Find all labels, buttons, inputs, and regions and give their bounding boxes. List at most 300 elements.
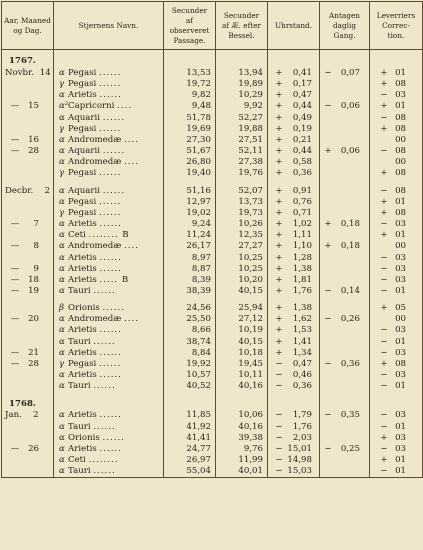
- clock-sign: −: [275, 358, 283, 369]
- correction-value: 01: [395, 421, 406, 432]
- observed-seconds: 24,77: [164, 444, 216, 455]
- greek-letter: α²: [59, 101, 69, 112]
- clock-value: 0,49: [292, 112, 312, 123]
- star-cell: [54, 286, 164, 297]
- correction-sign: +: [380, 68, 388, 78]
- clock-correction-cell: [268, 253, 320, 264]
- correction-value: 01: [395, 466, 406, 477]
- daily-rate-cell: [320, 303, 370, 314]
- table-row: [2, 444, 423, 455]
- clock-value: 1,28: [292, 252, 312, 263]
- date-cell: [2, 135, 54, 146]
- observed-seconds: 13,53: [164, 68, 216, 79]
- star-cell: [54, 264, 164, 275]
- clock-value: 15,03: [287, 466, 312, 477]
- day-label: 19: [28, 285, 39, 296]
- rate-sign: +: [324, 146, 332, 157]
- greek-letter: γ: [59, 207, 65, 218]
- rate-sign: −: [324, 410, 332, 421]
- star-cell: [54, 275, 164, 286]
- clock-correction-cell: [268, 135, 320, 146]
- date-cell: [2, 325, 54, 336]
- clock-sign: −: [275, 443, 283, 454]
- star-name: Orionis: [68, 303, 100, 314]
- date-cell: [2, 410, 54, 421]
- bessel-seconds: 10,20: [216, 275, 268, 286]
- table-row: [2, 314, 423, 325]
- leverrier-correction-cell: [370, 230, 423, 241]
- empty-cell: [216, 56, 268, 68]
- correction-sign: +: [380, 207, 388, 218]
- rate-value: 0,36: [340, 358, 360, 369]
- clock-value: 0,41: [292, 68, 312, 78]
- correction-value: 01: [395, 381, 406, 392]
- correction-sign: −: [380, 466, 388, 477]
- daily-rate-cell: [320, 79, 370, 90]
- star-cell: [54, 113, 164, 124]
- rate-value: 0,25: [340, 443, 360, 454]
- observed-seconds: 51,67: [164, 146, 216, 157]
- clock-value: 0,36: [292, 168, 312, 179]
- clock-sign: +: [275, 336, 283, 347]
- leverrier-correction-cell: [370, 466, 423, 478]
- correction-value: 00: [395, 157, 406, 168]
- clock-correction-cell: [268, 230, 320, 241]
- observed-seconds: 27,30: [164, 135, 216, 146]
- star-name: Arietis: [68, 325, 97, 336]
- correction-sign: −: [380, 325, 388, 336]
- leverrier-correction-cell: [370, 325, 423, 336]
- leverrier-correction-cell: [370, 68, 423, 79]
- daily-rate-cell: [320, 275, 370, 286]
- star-cell: [54, 466, 164, 478]
- leverrier-correction-cell: [370, 241, 423, 252]
- leader-dots: ......: [99, 252, 122, 263]
- daily-rate-cell: [320, 381, 370, 392]
- clock-value: 0,47: [292, 90, 312, 101]
- date-cell: [2, 433, 54, 444]
- clock-value: 1,62: [292, 314, 312, 325]
- star-cell: [54, 337, 164, 348]
- observed-seconds: 19,72: [164, 79, 216, 90]
- clock-value: 1,02: [292, 219, 312, 230]
- clock-correction-cell: [268, 286, 320, 297]
- star-cell: [54, 146, 164, 157]
- leverrier-correction-cell: [370, 157, 423, 168]
- star-cell: [54, 381, 164, 392]
- empty-cell: [370, 56, 423, 68]
- correction-sign: +: [380, 358, 388, 369]
- clock-correction-cell: [268, 168, 320, 179]
- clock-value: 1,53: [292, 325, 312, 336]
- table-header: [2, 2, 423, 50]
- clock-value: 14,98: [287, 455, 312, 465]
- clock-correction-cell: [268, 79, 320, 90]
- header-star-name: Stjernens Navn.: [54, 2, 164, 50]
- rate-sign: −: [324, 358, 332, 369]
- rate-value: 0,18: [340, 219, 360, 230]
- header-daily-rate: Antagen daglig Gang.: [320, 2, 370, 50]
- year-cell: [2, 398, 54, 410]
- star-name: Tauri: [68, 381, 91, 392]
- leader-dots: ......: [99, 443, 122, 454]
- star-name: Pegasi: [68, 196, 97, 207]
- clock-sign: −: [275, 466, 283, 477]
- star-name: Tauri: [68, 466, 91, 477]
- correction-sign: −: [380, 185, 388, 196]
- daily-rate-cell: [320, 68, 370, 79]
- daily-rate-cell: [320, 314, 370, 325]
- star-name: Aquarii: [68, 146, 100, 157]
- correction-value: 08: [395, 358, 406, 369]
- day-label: 18: [28, 274, 39, 285]
- clock-sign: +: [275, 285, 283, 296]
- greek-letter: α: [59, 455, 65, 465]
- empty-cell: [268, 56, 320, 68]
- date-cell: [2, 241, 54, 252]
- correction-sign: +: [380, 230, 388, 241]
- date-cell: [2, 168, 54, 179]
- date-cell: [2, 303, 54, 314]
- daily-rate-cell: [320, 253, 370, 264]
- leverrier-correction-cell: [370, 314, 423, 325]
- daily-rate-cell: [320, 219, 370, 230]
- year-row: [2, 398, 423, 410]
- clock-correction-cell: [268, 455, 320, 466]
- clock-correction-cell: [268, 410, 320, 421]
- star-cell: [54, 359, 164, 370]
- table-row: [2, 370, 423, 381]
- day-label: 21: [28, 347, 39, 358]
- table-row: [2, 410, 423, 421]
- observed-seconds: 19,92: [164, 359, 216, 370]
- table-row: [2, 359, 423, 370]
- correction-sign: −: [380, 263, 388, 274]
- clock-sign: −: [275, 410, 283, 421]
- daily-rate-cell: [320, 168, 370, 179]
- table-row: [2, 264, 423, 275]
- clock-correction-cell: [268, 157, 320, 168]
- clock-value: 1,81: [292, 274, 312, 285]
- observed-seconds: 38,39: [164, 286, 216, 297]
- table-row: [2, 168, 423, 179]
- clock-value: 1,79: [292, 410, 312, 421]
- leverrier-correction-cell: [370, 348, 423, 359]
- rate-sign: −: [324, 443, 332, 454]
- rate-value: 0,35: [340, 410, 360, 421]
- bessel-seconds: 19,76: [216, 168, 268, 179]
- clock-correction-cell: [268, 370, 320, 381]
- correction-value: 00: [395, 314, 406, 325]
- table-row: [2, 303, 423, 314]
- daily-rate-cell: [320, 455, 370, 466]
- correction-value: 01: [395, 101, 406, 112]
- date-cell: [2, 264, 54, 275]
- greek-letter: γ: [59, 168, 65, 179]
- observed-seconds: 51,78: [164, 113, 216, 124]
- clock-sign: +: [275, 79, 283, 90]
- clock-sign: +: [275, 168, 283, 179]
- leader-dots: ......: [93, 285, 116, 296]
- day-label: 2: [33, 410, 39, 421]
- star-name: Tauri: [68, 421, 91, 432]
- bessel-seconds: 52,27: [216, 113, 268, 124]
- empty-cell: [164, 56, 216, 68]
- greek-letter: γ: [59, 358, 65, 369]
- clock-correction-cell: [268, 444, 320, 455]
- daily-rate-cell: [320, 359, 370, 370]
- clock-value: 0,76: [292, 196, 312, 207]
- table-row: [2, 68, 423, 79]
- correction-sign: +: [380, 303, 388, 314]
- correction-value: 01: [395, 68, 406, 78]
- leader-dots: ......: [99, 219, 122, 230]
- clock-correction-cell: [268, 359, 320, 370]
- correction-value: 03: [395, 90, 406, 101]
- star-cell: [54, 79, 164, 90]
- leader-dots: ....: [124, 314, 140, 325]
- bessel-seconds: 27,12: [216, 314, 268, 325]
- bessel-seconds: 10,11: [216, 370, 268, 381]
- rate-sign: −: [324, 68, 332, 78]
- clock-sign: +: [275, 314, 283, 325]
- correction-value: 03: [395, 347, 406, 358]
- bessel-seconds: 11,99: [216, 455, 268, 466]
- leader-dots: ......: [93, 336, 116, 347]
- leader-dots: ....: [124, 157, 140, 168]
- star-name: Arietis: [68, 347, 97, 358]
- greek-letter: α: [59, 314, 65, 325]
- ditto-dash: —: [10, 285, 20, 296]
- daily-rate-cell: [320, 146, 370, 157]
- header-leverrier-correction: Leverriers Correc- tion.: [370, 2, 423, 50]
- greek-letter: α: [59, 347, 65, 358]
- leverrier-correction-cell: [370, 444, 423, 455]
- clock-correction-cell: [268, 68, 320, 79]
- clock-value: 0,47: [292, 358, 312, 369]
- clock-sign: +: [275, 274, 283, 285]
- clock-sign: −: [275, 421, 283, 432]
- star-name: Arietis: [68, 90, 97, 101]
- clock-value: 1,41: [292, 336, 312, 347]
- correction-value: 03: [395, 263, 406, 274]
- correction-value: 01: [395, 196, 406, 207]
- bessel-seconds: 25,94: [216, 303, 268, 314]
- observed-seconds: 9,48: [164, 101, 216, 112]
- date-cell: [2, 197, 54, 208]
- clock-value: 1,38: [292, 303, 312, 314]
- date-cell: [2, 422, 54, 433]
- bessel-seconds: 10,19: [216, 325, 268, 336]
- header-bessel-ra: Secunder af Æ. efter Bessel.: [216, 2, 268, 50]
- date-cell: [2, 370, 54, 381]
- daily-rate-cell: [320, 466, 370, 478]
- clock-value: 0,21: [292, 134, 312, 145]
- table-row: [2, 113, 423, 124]
- observed-seconds: 8,97: [164, 253, 216, 264]
- observed-seconds: 9,82: [164, 90, 216, 101]
- rate-sign: −: [324, 314, 332, 325]
- greek-letter: γ: [59, 123, 65, 134]
- correction-value: 03: [395, 432, 406, 443]
- table-row: [2, 466, 423, 478]
- leader-dots: ......: [102, 146, 126, 157]
- leverrier-correction-cell: [370, 303, 423, 314]
- clock-correction-cell: [268, 314, 320, 325]
- correction-sign: −: [380, 285, 388, 296]
- correction-sign: −: [380, 146, 388, 157]
- rate-sign: +: [324, 241, 332, 252]
- ditto-dash: —: [10, 241, 20, 252]
- correction-value: 03: [395, 443, 406, 454]
- daily-rate-cell: [320, 444, 370, 455]
- empty-cell: [370, 398, 423, 410]
- leverrier-correction-cell: [370, 168, 423, 179]
- rate-value: 0,18: [340, 241, 360, 252]
- star-cell: [54, 303, 164, 314]
- leader-dots: ......: [93, 381, 116, 392]
- ditto-dash: —: [10, 314, 20, 325]
- rate-value: 0,14: [340, 285, 360, 296]
- observed-seconds: 41,41: [164, 433, 216, 444]
- daily-rate-cell: [320, 370, 370, 381]
- date-cell: [2, 157, 54, 168]
- clock-sign: −: [275, 381, 283, 392]
- leader-dots: ......: [99, 123, 122, 134]
- daily-rate-cell: [320, 410, 370, 421]
- leverrier-correction-cell: [370, 101, 423, 112]
- bessel-seconds: 9,92: [216, 101, 268, 112]
- year-label: 1768.: [9, 398, 36, 409]
- table-row: [2, 208, 423, 219]
- greek-letter: α: [59, 285, 65, 296]
- observed-seconds: 10,57: [164, 370, 216, 381]
- date-cell: [2, 348, 54, 359]
- day-label: 16: [28, 134, 39, 145]
- clock-correction-cell: [268, 219, 320, 230]
- clock-sign: +: [275, 347, 283, 358]
- observed-seconds: 25,50: [164, 314, 216, 325]
- correction-value: 03: [395, 252, 406, 263]
- leader-dots: ......: [102, 185, 126, 196]
- table-row: [2, 241, 423, 252]
- correction-value: 08: [395, 168, 406, 179]
- clock-correction-cell: [268, 466, 320, 478]
- table-row: [2, 455, 423, 466]
- correction-value: 05: [395, 303, 406, 314]
- leader-dots: ......: [99, 358, 122, 369]
- daily-rate-cell: [320, 230, 370, 241]
- correction-sign: −: [380, 252, 388, 263]
- greek-letter: α: [59, 370, 65, 381]
- star-name: Arietis: [68, 274, 97, 285]
- daily-rate-cell: [320, 90, 370, 101]
- rate-value: 0,26: [340, 314, 360, 325]
- empty-cell: [164, 398, 216, 410]
- daily-rate-cell: [320, 157, 370, 168]
- correction-value: 08: [395, 79, 406, 90]
- bessel-seconds: 10,18: [216, 348, 268, 359]
- leader-dots: ....: [124, 241, 140, 252]
- greek-letter: α: [59, 443, 65, 454]
- correction-sign: −: [380, 443, 388, 454]
- leader-dots: ..... B: [99, 274, 130, 285]
- correction-value: 03: [395, 370, 406, 381]
- greek-letter: β: [59, 303, 64, 314]
- leverrier-correction-cell: [370, 410, 423, 421]
- clock-correction-cell: [268, 90, 320, 101]
- star-cell: [54, 433, 164, 444]
- clock-sign: +: [275, 134, 283, 145]
- clock-correction-cell: [268, 241, 320, 252]
- leverrier-correction-cell: [370, 433, 423, 444]
- table-row: [2, 90, 423, 101]
- date-cell: [2, 444, 54, 455]
- ditto-dash: —: [10, 219, 20, 230]
- greek-letter: α: [59, 336, 65, 347]
- bessel-seconds: 19,73: [216, 208, 268, 219]
- date-cell: [2, 208, 54, 219]
- greek-letter: α: [59, 381, 65, 392]
- leverrier-correction-cell: [370, 455, 423, 466]
- leverrier-correction-cell: [370, 286, 423, 297]
- leader-dots: ......: [99, 196, 122, 207]
- clock-sign: +: [275, 157, 283, 168]
- greek-letter: α: [59, 196, 65, 207]
- ditto-dash: —: [10, 134, 20, 145]
- star-name: Ceti: [68, 230, 86, 241]
- correction-sign: −: [380, 274, 388, 285]
- leader-dots: ......: [102, 303, 125, 314]
- rate-sign: −: [324, 101, 332, 112]
- star-name: Arietis: [68, 370, 97, 381]
- bessel-seconds: 10,25: [216, 253, 268, 264]
- greek-letter: α: [59, 274, 65, 285]
- daily-rate-cell: [320, 264, 370, 275]
- clock-correction-cell: [268, 275, 320, 286]
- star-name: Andromedæ: [68, 157, 122, 168]
- date-cell: [2, 275, 54, 286]
- ditto-dash: —: [10, 443, 20, 454]
- star-name: Pegasi: [68, 123, 97, 134]
- correction-sign: −: [380, 347, 388, 358]
- date-cell: [2, 146, 54, 157]
- greek-letter: α: [59, 252, 65, 263]
- day-label: 2: [44, 185, 50, 196]
- year-cell: [2, 56, 54, 68]
- star-name: Aquarii: [68, 112, 100, 123]
- leader-dots: ......: [93, 466, 116, 477]
- star-name: Arietis: [68, 410, 97, 421]
- date-cell: [2, 101, 54, 112]
- correction-value: 03: [395, 410, 406, 421]
- correction-sign: +: [380, 196, 388, 207]
- date-cell: [2, 219, 54, 230]
- clock-sign: +: [275, 68, 283, 78]
- correction-value: 08: [395, 185, 406, 196]
- star-cell: [54, 68, 164, 79]
- observed-seconds: 11,24: [164, 230, 216, 241]
- correction-sign: −: [380, 90, 388, 101]
- clock-correction-cell: [268, 433, 320, 444]
- day-label: 28: [28, 358, 39, 369]
- bessel-seconds: 40,01: [216, 466, 268, 478]
- greek-letter: α: [59, 157, 65, 168]
- clock-sign: +: [275, 112, 283, 123]
- greek-letter: α: [59, 410, 65, 421]
- table-row: [2, 124, 423, 135]
- observed-seconds: 26,97: [164, 455, 216, 466]
